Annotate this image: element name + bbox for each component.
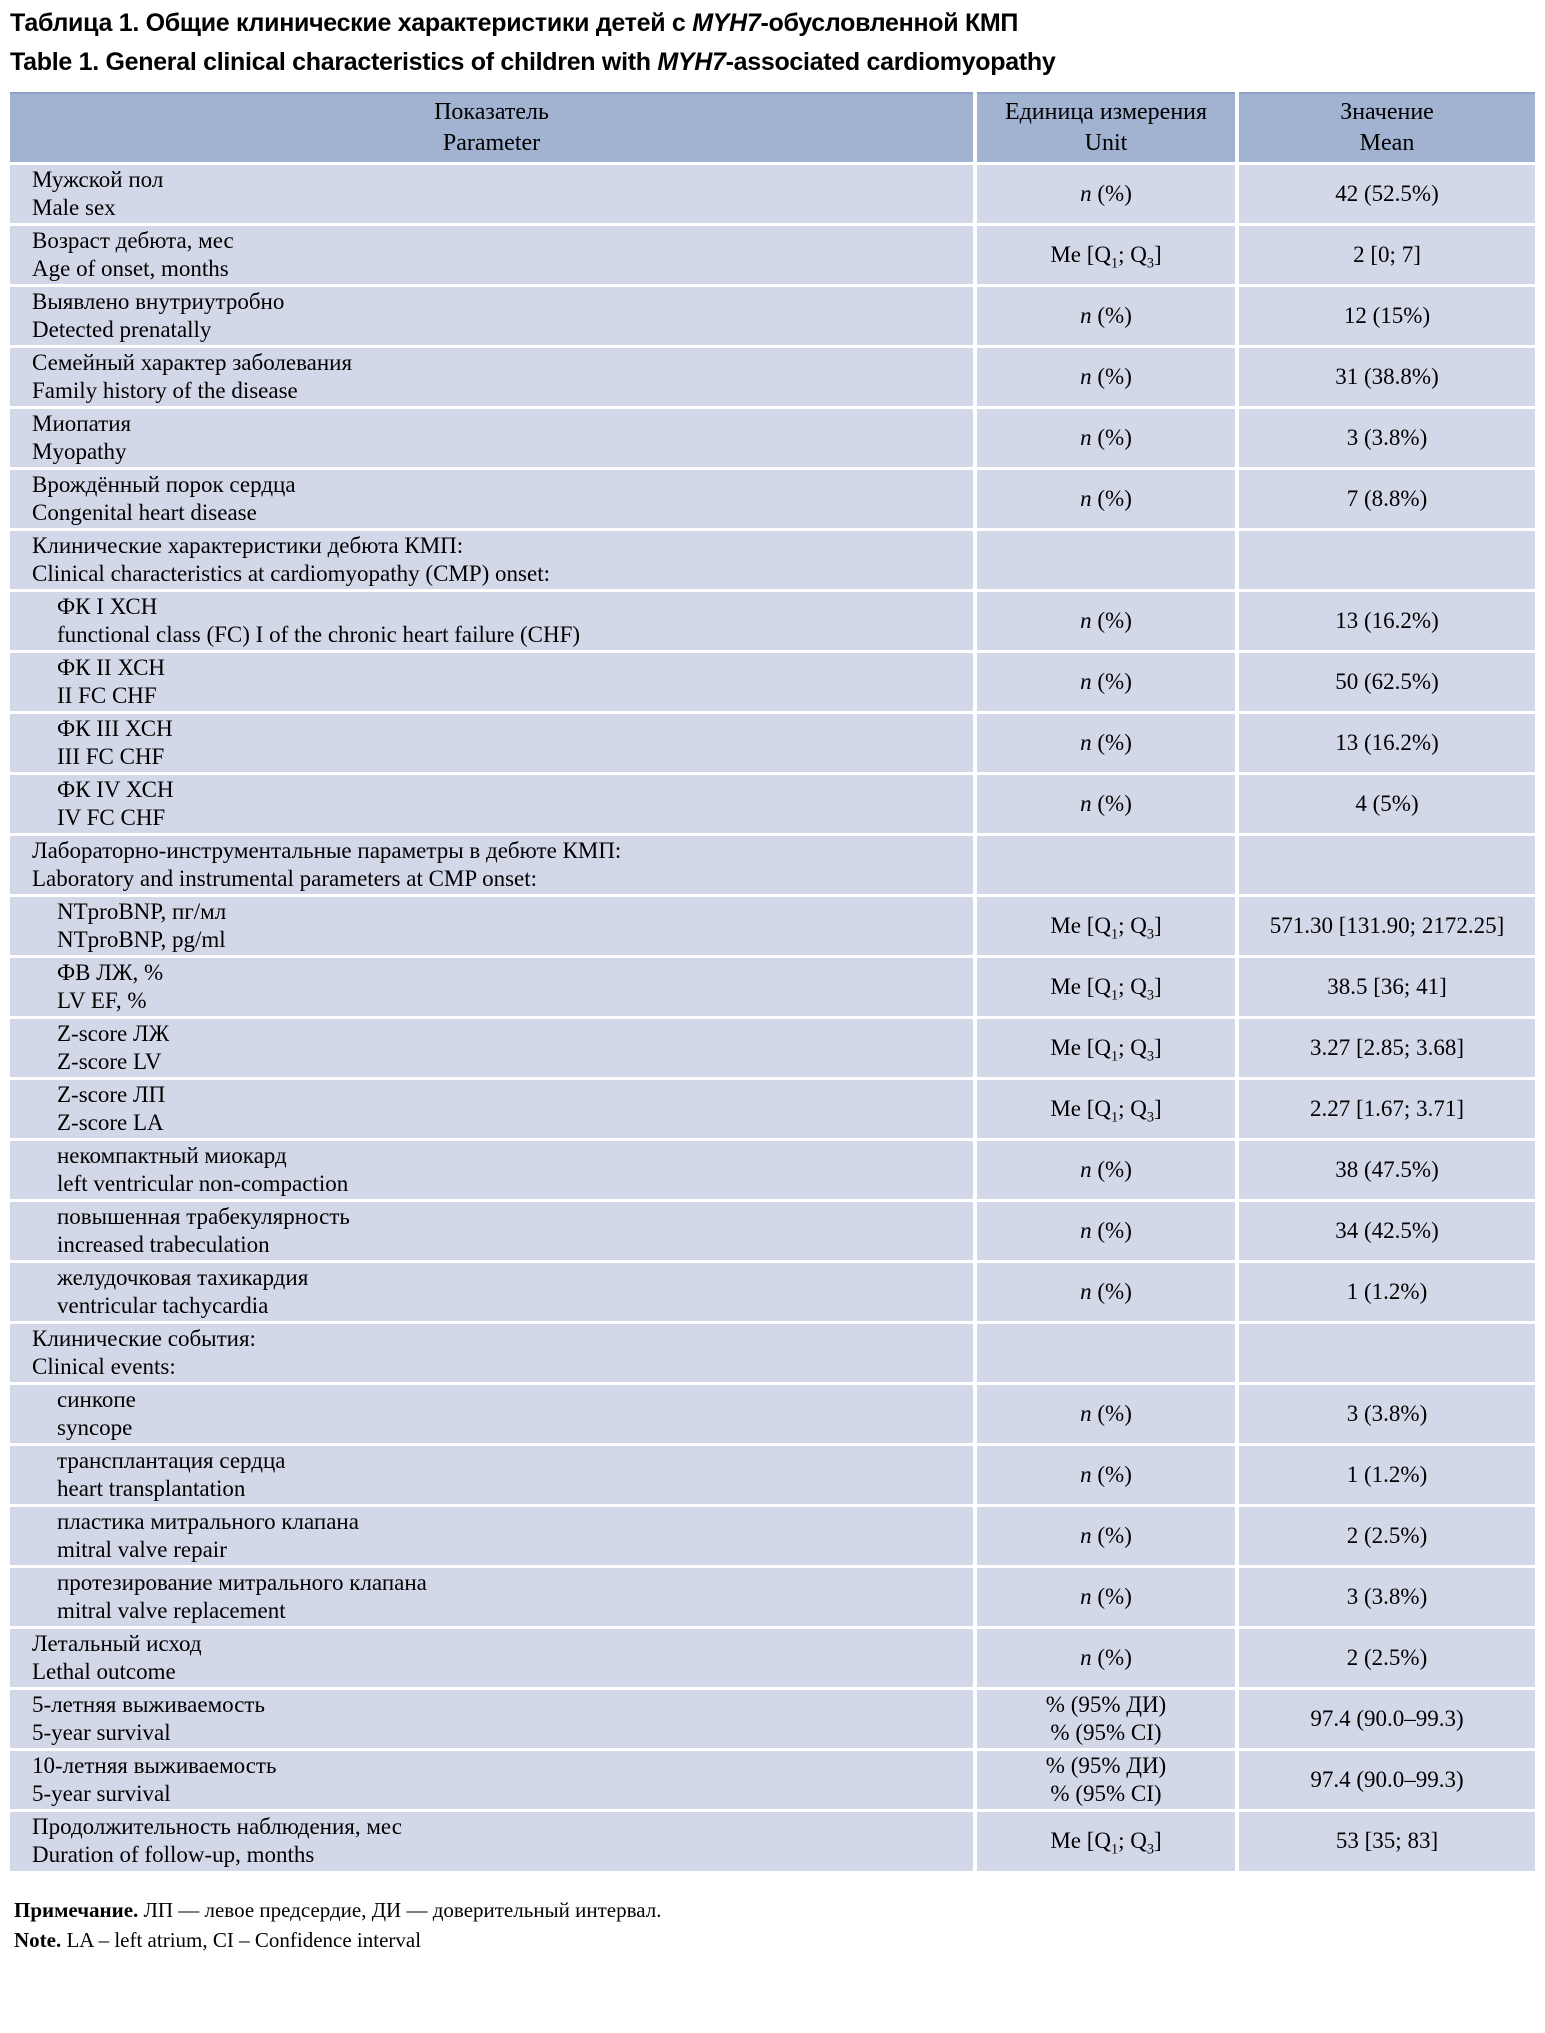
value-cell: 4 (5%) [1237,773,1535,834]
param-cell [10,590,975,651]
unit-cell [975,529,1237,590]
table-body [10,163,1535,1871]
param-cell [10,712,975,773]
table-row [10,1078,1535,1139]
value-cell: 12 (15%) [1237,285,1535,346]
table-row [10,163,1535,224]
param-en: Duration of follow-up, months [32,1842,315,1868]
note-en-text: LA – left atrium, CI – Confidence interval [61,1928,422,1952]
table-row [10,1810,1535,1871]
param-en: Lethal outcome [32,1658,176,1684]
note-en-label: Note. [14,1928,62,1952]
value-cell: 53 [35; 83] [1237,1810,1535,1871]
param-cell [10,1383,975,1444]
value-cell: 2 (2.5%) [1237,1505,1535,1566]
table-row [10,1444,1535,1505]
section-row [10,834,1535,895]
param-ru: 10-летняя выживаемость [32,1752,277,1778]
table-row [10,1139,1535,1200]
value-cell: 31 (38.8%) [1237,346,1535,407]
value-cell: 3 (3.8%) [1237,1383,1535,1444]
unit-cell: n (%) [975,1627,1237,1688]
header-unit [975,93,1237,163]
unit-cell: Me [$Q_1$; $Q_3$] [975,224,1237,285]
param-ru: ФК IV ХСН [57,776,174,802]
value-cell: 2 (2.5%) [1237,1627,1535,1688]
table-row [10,895,1535,956]
value-cell [1237,529,1535,590]
param-ru: Врождённый порок сердца [32,471,296,497]
table-row [10,346,1535,407]
table-row [10,773,1535,834]
unit-cell: n (%) [975,285,1237,346]
table-row [10,1566,1535,1627]
value-cell: 42 (52.5%) [1237,163,1535,224]
param-ru: протезирование митрального клапана [57,1569,427,1595]
value-cell: 97.4 (90.0–99.3) [1237,1749,1535,1810]
param-cell [10,407,975,468]
param-en: NTproBNP, pg/ml [57,926,226,952]
param-ru: ФК II ХСН [57,654,166,680]
param-ru: Продолжительность наблюдения, мес [32,1814,402,1840]
unit-cell: Me [$Q_1$; $Q_3$] [975,1810,1237,1871]
unit-cell: n (%) [975,468,1237,529]
table-row [10,651,1535,712]
param-cell [10,1688,975,1749]
param-en: 5-year survival [32,1719,171,1745]
header-parameter-ru: Показатель [434,98,549,125]
table-row [10,468,1535,529]
unit-cell: n (%) [975,773,1237,834]
unit-cell: Me [$Q_1$; $Q_3$] [975,956,1237,1017]
param-en: syncope [57,1414,133,1440]
param-cell [10,834,975,895]
param-cell [10,1749,975,1810]
param-cell [10,773,975,834]
param-ru: некомпактный миокард [57,1142,287,1168]
param-ru: ФВ ЛЖ, % [57,959,164,985]
param-cell [10,1627,975,1688]
param-ru: Z-score ЛП [57,1081,166,1107]
param-ru: NTproBNP, пг/мл [57,898,227,924]
param-ru: ФК III ХСН [57,715,173,741]
table-row [10,1505,1535,1566]
header-mean-ru: Значение [1340,98,1434,125]
unit-cell: n (%) [975,1444,1237,1505]
table-row [10,1017,1535,1078]
param-cell [10,895,975,956]
param-en: 5-year survival [32,1780,171,1806]
table-row [10,224,1535,285]
param-en: heart transplantation [57,1475,246,1501]
table-row [10,285,1535,346]
header-unit-ru: Единица измерения [1004,98,1208,125]
value-cell: 13 (16.2%) [1237,590,1535,651]
value-cell: 34 (42.5%) [1237,1200,1535,1261]
unit-cell: n (%) [975,712,1237,773]
unit-cell: n (%) [975,163,1237,224]
param-en: increased trabeculation [57,1231,270,1257]
note-ru-text: ЛП — левое предсердие, ДИ — доверительный интервал. [138,1898,662,1922]
param-en: functional class (FC) I of the chronic heart failure (CHF) [57,621,581,647]
value-cell: 13 (16.2%) [1237,712,1535,773]
param-en: II FC CHF [57,682,157,708]
param-en: Age of onset, months [32,255,229,281]
param-cell [10,1505,975,1566]
unit-cell: Me [$Q_1$; $Q_3$] [975,895,1237,956]
section-row [10,1322,1535,1383]
value-cell: 3 (3.8%) [1237,1566,1535,1627]
param-cell [10,285,975,346]
param-en: ventricular tachycardia [57,1292,269,1318]
param-en: Z-score LA [57,1109,164,1135]
param-ru: Выявлено внутриутробно [32,288,285,314]
value-cell: 2.27 [1.67; 3.71] [1237,1078,1535,1139]
value-cell: 3 (3.8%) [1237,407,1535,468]
header-row [10,93,1535,163]
param-cell [10,346,975,407]
table-notes [14,1895,1535,1955]
param-cell [10,163,975,224]
note-ru-label: Примечание. [14,1898,139,1922]
table-row [10,1749,1535,1810]
param-cell [10,1078,975,1139]
param-en: IV FC CHF [57,804,166,830]
param-en: mitral valve repair [57,1536,227,1562]
unit-cell: n (%) [975,590,1237,651]
table-row [10,1627,1535,1688]
param-en: Male sex [32,194,116,220]
param-ru: Лабораторно-инструментальные параметры в дебюте КМП: [32,837,622,863]
section-row [10,529,1535,590]
unit-cell: Me [$Q_1$; $Q_3$] [975,1017,1237,1078]
param-en: Congenital heart disease [32,499,257,525]
unit-cell: n (%) [975,1200,1237,1261]
param-ru: Возраст дебюта, мес [32,227,234,253]
param-ru: пластика митрального клапана [57,1508,359,1534]
unit-cell: n (%) [975,1383,1237,1444]
param-ru: повышенная трабекулярность [57,1203,350,1229]
param-cell [10,1261,975,1322]
param-en: III FC CHF [57,743,165,769]
param-en: Family history of the disease [32,377,298,403]
param-en: Z-score LV [57,1048,162,1074]
param-cell [10,651,975,712]
param-ru: Z-score ЛЖ [57,1020,170,1046]
param-en: LV EF, % [57,987,147,1013]
unit-cell [975,1322,1237,1383]
param-en: Detected prenatally [32,316,212,342]
param-cell [10,224,975,285]
param-cell [10,956,975,1017]
param-en: left ventricular non-compaction [57,1170,349,1196]
table-row [10,407,1535,468]
param-cell [10,1017,975,1078]
param-cell [10,468,975,529]
param-en: Laboratory and instrumental parameters at CMP onset: [32,865,538,891]
param-ru: Клинические события: [32,1325,256,1351]
table-row [10,1200,1535,1261]
unit-cell: n (%) [975,651,1237,712]
param-cell [10,1444,975,1505]
unit-cell: n (%) [975,346,1237,407]
param-ru: Летальный исход [32,1630,202,1656]
value-cell: 38 (47.5%) [1237,1139,1535,1200]
param-ru: Клинические характеристики дебюта КМП: [32,532,464,558]
param-cell [10,1139,975,1200]
table-header [10,93,1535,163]
unit-cell [975,834,1237,895]
table-row [10,1261,1535,1322]
value-cell: 97.4 (90.0–99.3) [1237,1688,1535,1749]
param-cell [10,1810,975,1871]
param-ru: ФК I ХСН [57,593,158,619]
value-cell: 50 (62.5%) [1237,651,1535,712]
table-row [10,1688,1535,1749]
unit-cell: % (95% ДИ) % (95% CI) [975,1688,1237,1749]
note-en [14,1925,1535,1955]
unit-cell: n (%) [975,1261,1237,1322]
param-cell [10,1200,975,1261]
value-cell [1237,834,1535,895]
param-ru: желудочковая тахикардия [57,1264,309,1290]
value-cell: 7 (8.8%) [1237,468,1535,529]
header-mean [1237,93,1535,163]
table-title-ru: Таблица 1. Общие клинические характеристики детей с MYH7-обусловленной КМП [10,9,1019,37]
param-en: Clinical characteristics at cardiomyopathy (CMP) onset: [32,560,550,586]
header-parameter [10,93,975,163]
param-en: Clinical events: [32,1353,176,1379]
param-ru: синкопе [57,1386,136,1412]
param-en: mitral valve replacement [57,1597,286,1623]
value-cell: 38.5 [36; 41] [1237,956,1535,1017]
value-cell: 2 [0; 7] [1237,224,1535,285]
param-ru: Семейный характер заболевания [32,349,353,375]
param-ru: трансплантация сердца [57,1447,286,1473]
unit-cell: n (%) [975,1139,1237,1200]
table-row [10,590,1535,651]
param-ru: Миопатия [32,410,132,436]
header-parameter-en: Parameter [442,129,541,156]
table-row [10,956,1535,1017]
param-cell [10,529,975,590]
param-en: Myopathy [32,438,127,464]
header-unit-en: Unit [1084,129,1128,156]
value-cell: 1 (1.2%) [1237,1444,1535,1505]
value-cell: 3.27 [2.85; 3.68] [1237,1017,1535,1078]
table-title-en: Table 1. General clinical characteristics of children with MYH7-associated cardiomyopathy [10,48,1056,76]
table-row [10,1383,1535,1444]
table-row [10,712,1535,773]
value-cell [1237,1322,1535,1383]
unit-cell: n (%) [975,1566,1237,1627]
param-cell [10,1566,975,1627]
note-ru [14,1895,1535,1925]
param-ru: Мужской пол [32,166,164,192]
unit-cell: Me [$Q_1$; $Q_3$] [975,1078,1237,1139]
unit-cell: % (95% ДИ) % (95% CI) [975,1749,1237,1810]
clinical-characteristics-table [10,92,1535,1871]
value-cell: 571.30 [131.90; 2172.25] [1237,895,1535,956]
param-ru: 5-летняя выживаемость [32,1691,265,1717]
header-mean-en: Mean [1359,129,1415,156]
unit-cell: n (%) [975,1505,1237,1566]
param-cell [10,1322,975,1383]
value-cell: 1 (1.2%) [1237,1261,1535,1322]
unit-cell: n (%) [975,407,1237,468]
